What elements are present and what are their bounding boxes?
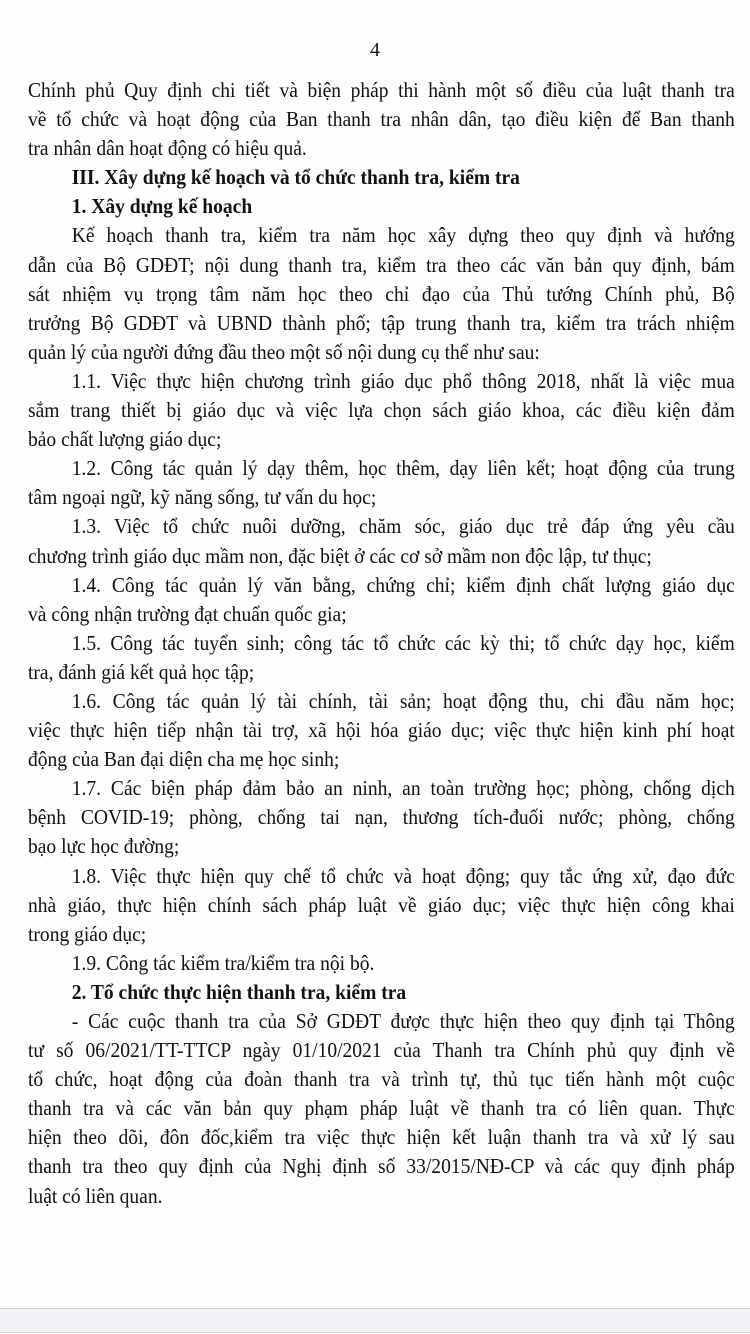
section-heading [28,978,735,1007]
heading-text: 2. Tổ chức thực hiện thanh tra, kiểm tra [71,979,407,1004]
text-line: trưởng Bộ GDĐT và UBND thành phố; tập trung thanh tra, kiểm tra trách nhiệm [28,310,735,335]
text-line: Kế hoạch thanh tra, kiểm tra năm học xây dựng theo quy định và hướng [71,223,735,248]
text-line: và công nhận trường đạt chuẩn quốc gia; [28,601,347,626]
text-line: tra nhân dân hoạt động có hiệu quả. [28,136,307,161]
paragraph [28,367,735,454]
text-line: việc thực hiện tiếp nhận tài trợ, xã hội hóa giáo dục; việc thực hiện kinh phí hoạt [28,718,735,743]
text-line: Chính phủ Quy định chi tiết và biện pháp thi hành một số điều của luật thanh tra [28,78,735,102]
text-line: thanh tra và các văn bản quy phạm pháp luật về thanh tra có liên quan. Thực [28,1096,735,1121]
text-line: 1.7. Các biện pháp đảm bảo an ninh, an toàn trường học; phòng, chống dịch [71,776,735,801]
text-line: thanh tra theo quy định của Nghị định số 33/2015/NĐ-CP và các quy định pháp [28,1154,735,1179]
text-line: 1.1. Việc thực hiện chương trình giáo dục phổ thông 2018, nhất là việc mua [71,368,735,393]
paragraph [28,571,735,629]
paragraph [28,221,735,366]
text-line: 1.2. Công tác quản lý dạy thêm, học thêm, dạy liên kết; hoạt động của trung [71,456,735,481]
text-line: sắm trang thiết bị giáo dục và việc lựa chọn sách giáo khoa, các điều kiện đảm [28,398,735,423]
text-line: chương trình giáo dục mầm non, đặc biệt ở các cơ sở mầm non độc lập, tư thục; [28,543,652,568]
paragraph [28,512,735,570]
text-line: 1.9. Công tác kiểm tra/kiểm tra nội bộ. [71,950,375,975]
paragraph [28,629,735,687]
text-line: quản lý của người đứng đầu theo một số nội dung cụ thể như sau: [28,339,540,364]
heading-text: 1. Xây dựng kế hoạch [71,194,253,219]
text-line: tư số 06/2021/TT-TTCP ngày 01/10/2021 của Thanh tra Chính phủ quy định về [28,1038,735,1063]
section-heading [28,163,735,192]
paragraph [28,687,735,774]
text-line: 1.4. Công tác quản lý văn bằng, chứng chỉ; kiểm định chất lượng giáo dục [71,572,735,597]
text-line: bạo lực học đường; [28,834,180,859]
heading-text: III. Xây dựng kế hoạch và tổ chức thanh tra, kiểm tra [71,165,520,190]
text-line: luật có liên quan. [28,1183,163,1208]
text-line: tổ chức, hoạt động của đoàn thanh tra và trình tự, thủ tục tiến hành một cuộc [28,1067,735,1092]
text-line: nhà giáo, thực hiện chính sách pháp luật về giáo dục; việc thực hiện công khai [28,892,735,917]
paragraph [28,862,735,949]
text-line: tâm ngoại ngữ, kỹ năng sống, tư vấn du học; [28,485,377,510]
text-line: về tổ chức và hoạt động của Ban thanh tra nhân dân, tạo điều kiện để Ban thanh [28,107,735,132]
paragraph [28,774,735,861]
text-line: dẫn của Bộ GDĐT; nội dung thanh tra, kiểm tra theo các văn bản quy định, bám [28,252,735,277]
bottom-toolbar [0,1308,750,1333]
paragraph [28,454,735,512]
text-line: tra, đánh giá kết quả học tập; [28,659,255,684]
paragraph [28,1007,735,1211]
text-line: 1.5. Công tác tuyển sinh; công tác tổ chức các kỳ thi; tổ chức dạy học, kiểm [71,630,735,655]
text-line: trong giáo dục; [28,921,147,946]
paragraph [28,949,735,978]
document-body [28,76,735,1211]
text-line: 1.6. Công tác quản lý tài chính, tài sản; hoạt động thu, chi đầu năm học; [71,688,735,713]
text-line: bảo chất lượng giáo dục; [28,427,222,452]
text-line: động của Ban đại diện cha mẹ học sinh; [28,747,340,772]
text-line: bệnh COVID-19; phòng, chống tai nạn, thương tích-đuối nước; phòng, chống [28,805,735,830]
text-line: 1.8. Việc thực hiện quy chế tổ chức và hoạt động; quy tắc ứng xử, đạo đức [71,863,735,888]
page-number: 4 [370,39,380,61]
text-line: sát nhiệm vụ trọng tâm năm học theo chỉ đạo của Thủ tướng Chính phủ, Bộ [28,281,735,306]
paragraph [28,76,735,163]
text-line: - Các cuộc thanh tra của Sở GDĐT được thực hiện theo quy định tại Thông [71,1009,735,1033]
text-line: 1.3. Việc tổ chức nuôi dưỡng, chăm sóc, giáo dục trẻ đáp ứng yêu cầu [71,514,735,539]
section-heading [28,192,735,221]
text-line: hiện theo dõi, đôn đốc,kiểm tra việc thực hiện kết luận thanh tra và xử lý sau [28,1125,735,1150]
